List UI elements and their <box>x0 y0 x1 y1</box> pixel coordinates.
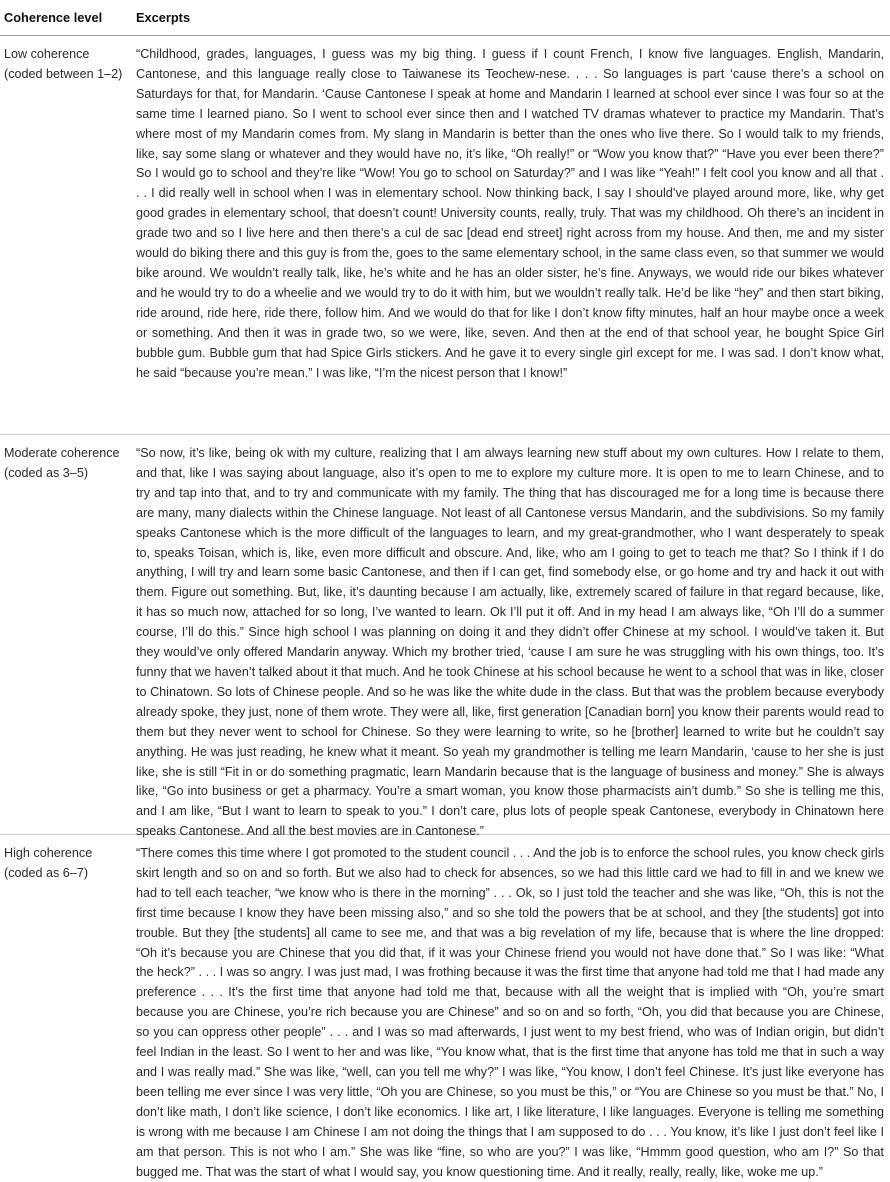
level-label: Low coherence <box>4 47 90 61</box>
level-label: Moderate coherence <box>4 446 120 460</box>
table-row <box>0 36 890 435</box>
excerpt-text: “So now, it’s like, being ok with my culture, realizing that I am always learning new stuff about my own cultures. How I relate to them, and that, like I was saying about language, also it’s open to me to explore my culture more. It is open to me to learn Chinese, and to try and tap into that, and to try and communicate with my family. The thing that has discouraged me for a long time is because there are many, many dialects within the Chinese language. Not least of all Cantonese versus Mandarin, and the subdivisions. So my family speaks Cantonese which is the more difficult of the languages to learn, and my great-grandmother, who I want desperately to speak to, speaks Toisan, which is, like, even more difficult and obscure. And, like, who am I going to get to teach me that? So I think if I do anything, I will try and learn some basic Cantonese, and then if I can get, find somebody else, or go home and try and hack it out with them. Figure out something. But, like, it’s daunting because I am actually, like, extremely scared of failure in that regard because, like, it has so much now, attached for so long, I’ve wanted to learn. Ok I’ll put it off. And in my head I am always like, “Oh I’ll do a summer course, I’ll do this.” Since high school I was planning on doing it and they didn’t offer Chinese at my school. I would’ve taken it. But they would’ve only offered Mandarin anyway. Which my brother tried, ‘cause I am sure he was struggling with his own things, too. It’s funny that we haven’t talked about it that much. And he took Chinese at his school because he went to a school that was in like, closer to Chinatown. So lots of Chinese people. And so he was like the white dude in the class. But that was the problem because everybody already spoke, they just, none of them wrote. They were all, like, first generation [Canadian born] you know their parents would read to them but they never went to school for Chinese. So they were learning to write, so he [brother] learned to write but he couldn’t say anything. He was just reading, he knew what it meant. So yeah my grandmother is telling me learn Mandarin, ‘cause to her she is just like, she is still “Fit in or do something pragmatic, learn Mandarin because that is the language of business and money.” She is always like, “Go into business or get a pharmacy. You’re a smart woman, you know those pharmacists ain’t dumb.” So she is telling me this, and I am like, “But I want to learn to speak to you.” I don’t care, plus lots of people speak Cantonese, everybody in Chinatown here speaks Cantonese. And all the best movies are in Cantonese.” <box>136 446 884 839</box>
table-header-row <box>0 0 890 36</box>
coherence-level-cell <box>0 835 136 1119</box>
table-row <box>0 835 890 1179</box>
header-coherence-level: Coherence level <box>4 10 103 25</box>
header-excerpts: Excerpts <box>136 10 191 25</box>
excerpt-cell <box>136 835 890 1179</box>
excerpt-cell <box>136 36 890 434</box>
level-code-range: (coded as 3–5) <box>4 465 89 480</box>
level-code-range: (coded as 6–7) <box>4 865 89 880</box>
level-label: High coherence <box>4 846 93 860</box>
excerpt-text: “There comes this time where I got promoted to the student council . . . And the job is to enforce the school rules, you know check girls skirt length and so on and so forth. But we also had to check for absences, so we had this little card we had to fill in and we knew we had to tell each teacher, “we know who is there in the morning” . . . Ok, so I just told the teacher and she was like, “Oh, this is not the first time because I know they have been missing also,” and so she told the powers that be at school, and they [the students] got into trouble. But they [the students] all came to see me, and that was a big revelation of my life, because that is where the line dropped: “Oh it’s because you are Chinese that you did that, if it was your Chinese friend you would not have done that.” So I was like: “What the heck?” . . . I was so angry. I was just mad, I was frothing because it was the first time that anyone had told me that I had made any preference . . . It’s the first time that anyone had told me that, because with all the weight that is implied with “Oh, you’re smart because you are Chinese, you’re rich because you are Chinese” and so on and so forth, “Oh, you did that because you are Chinese, so you can oppress other people” . . . and I was so mad afterwards, I just went to my best friend, who was of Indian origin, but didn’t feel Indian in the least. So I went to her and was like, “You know what, that is the first time that anyone has told me that in such a way and I was really mad.” She was like, “well, can you tell me why?” I was like, “You know, I don’t feel Chinese. It’s just like everyone has been telling me ever since I was very little, “Oh you are Chinese, so you must be this,” or “You are Chinese so you must be that.” No, I don’t like math, I don’t like science, I don’t like economics. I like art, I like literature, I like languages. Everyone is telling me something is wrong with me because I am Chinese I am not doing the things that I am supposed to do . . . You know, it’s like I just don’t feel like I am that person. This is not who I am.” She was like “fine, so who are you?” I was like, “Hmmm good question, who am I?” So that bugged me. That was the start of what I would say, you know questioning time. And it really, really, really, like, woke me up.” <box>136 846 884 1179</box>
excerpt-text: “Childhood, grades, languages, I guess was my big thing. I guess if I count French, I know five languages. English, Mandarin, Cantonese, and this language really close to Taiwanese its Teochew-nese. . . . So languages is part ‘cause there’s a school on Saturdays for that, for Mandarin. ‘Cause Cantonese I speak at home and Mandarin I learned at school ever since I was four so at the same time I learned piano. So I went to school ever since then and I watched TV dramas whatever to practice my Mandarin. That’s where most of my Mandarin comes from. My slang in Mandarin is better than the ones who live there. So I would talk to my friends, like, say some slang or whatever and they would have no, it’s like, “Oh really!” or “Wow you know that?” “Have you ever been there?” So I would go to school and they’re like “Wow! You go to school on Saturday?” and I was like “Yeah!” I felt cool you know and all that . . . I did really well in school when I was in elementary school. Now thinking back, I say I should’ve played around more, like, why get good grades in elementary school, that doesn’t count! University counts, really, truly. That was my childhood. Oh there’s an incident in grade two and so I live here and then there’s a cul de sac [dead end street] right across from my house. And then, me and my sister would do biking there and this guy is from the, goes to the same elementary school, in the same class even, so that summer we would bike around. We wouldn’t really talk, like, he’s white and he has an older sister, he’s fine. Anyways, we would ride our bikes whatever and he would try to do a wheelie and we would try to do it with him, but we wouldn’t really talk. He’d be like “hey” and then start biking, ride around, ride here, ride there, follow him. And we would do that for like I don’t know fifty minutes, half an hour maybe once a week or something. And then it was in grade two, so we were, like, seven. And then at the end of that school year, he bought Spice Girl bubble gum. Bubble gum that had Spice Girls stickers. And he gave it to every single girl except for me. I was sad. I don’t know what, he said “because you’re mean.” I was like, “I’m the nicest person that I know!” <box>136 47 884 380</box>
level-code-range: (coded between 1–2) <box>4 66 123 81</box>
coherence-level-cell <box>0 435 136 834</box>
table-row <box>0 435 890 839</box>
coherence-level-cell <box>0 36 136 434</box>
excerpt-cell <box>136 435 890 839</box>
